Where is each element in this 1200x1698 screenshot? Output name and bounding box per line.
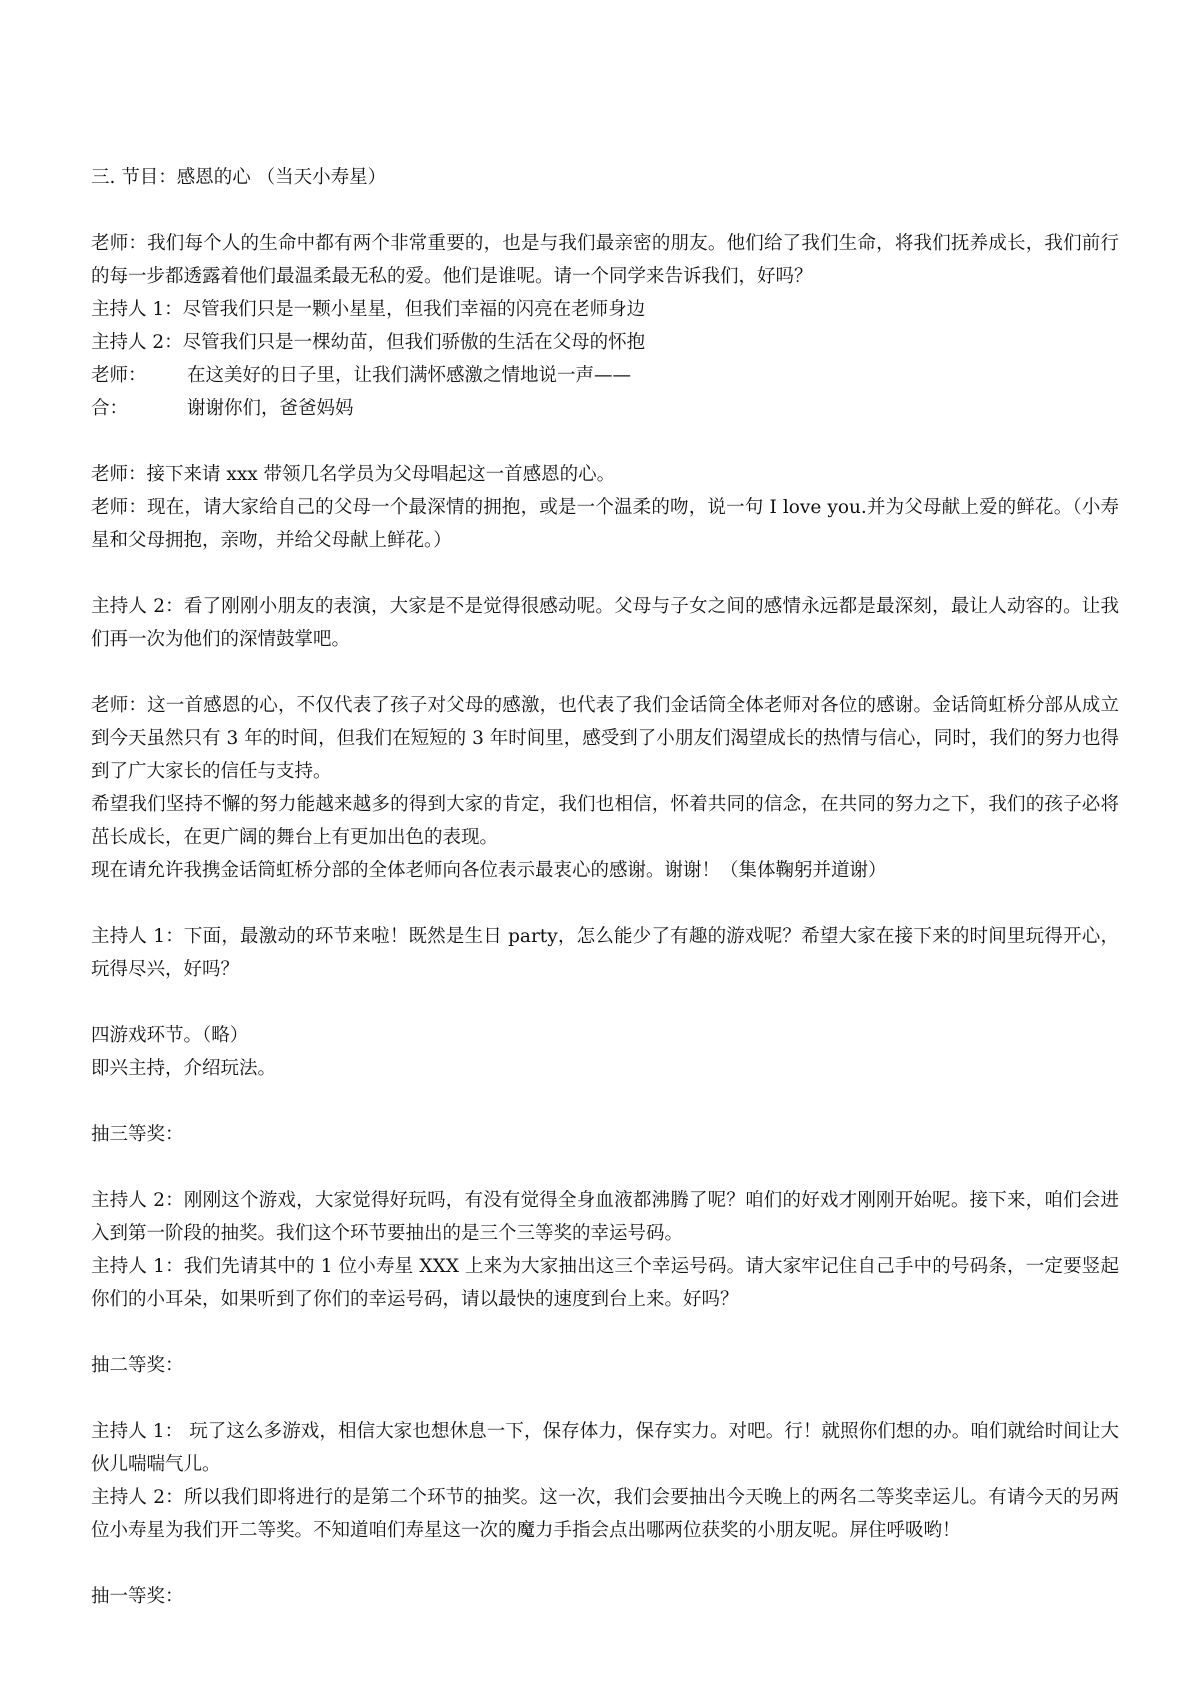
paragraph: 老师：现在，请大家给自己的父母一个最深情的拥抱，或是一个温柔的吻，说一句 I love you.并为父母献上爱的鲜花。（小寿星和父母拥抱，亲吻，并给父母献上鲜花。） bbox=[91, 497, 1119, 551]
paragraph: 老师：这一首感恩的心，不仅代表了孩子对父母的感激，也代表了我们金话筒全体老师对各位的感谢。金话筒虹桥分部从成立到今天虽然只有 3 年的时间，但我们在短短的 3 年时间里，感受到了小朋友们渴望成长的热情与信心，同时，我们的努力也得到了广大家长的信任与支持。 bbox=[91, 695, 1119, 782]
speaker-label: 合： bbox=[91, 398, 129, 419]
paragraph: 主持人 2：看了刚刚小朋友的表演，大家是不是觉得很感动呢。父母与子女之间的感情永远都是最深刻，最让人动容的。让我们再一次为他们的深情鼓掌吧。 bbox=[91, 596, 1119, 650]
section-title: 四游戏环节。（略） bbox=[91, 1025, 249, 1046]
paragraph: 主持人 2：刚刚这个游戏，大家觉得好玩吗，有没有觉得全身血液都沸腾了呢？咱们的好戏才刚刚开始呢。接下来，咱们会进入到第一阶段的抽奖。我们这个环节要抽出的是三个三等奖的幸运号码。 bbox=[91, 1190, 1119, 1244]
paragraph: 主持人 1：尽管我们只是一颗小星星，但我们幸福的闪亮在老师身边 bbox=[91, 299, 646, 320]
paragraph: 主持人 1： 玩了这么多游戏，相信大家也想休息一下，保存体力，保存实力。对吧。行！就照你们想的办。咱们就给时间让大伙儿喘喘气儿。 bbox=[91, 1421, 1119, 1475]
paragraph: 老师：接下来请 xxx 带领几名学员为父母唱起这一首感恩的心。 bbox=[91, 464, 616, 485]
paragraph: 希望我们坚持不懈的努力能越来越多的得到大家的肯定，我们也相信，怀着共同的信念，在共同的努力之下，我们的孩子必将茁长成长，在更广阔的舞台上有更加出色的表现。 bbox=[91, 794, 1119, 848]
dialogue-text: 在这美好的日子里，让我们满怀感激之情地说一声—— bbox=[187, 365, 632, 386]
paragraph: 主持人 2：尽管我们只是一棵幼苗，但我们骄傲的生活在父母的怀抱 bbox=[91, 332, 646, 353]
paragraph: 主持人 1：下面，最激动的环节来啦！既然是生日 party，怎么能少了有趣的游戏呢？希望大家在接下来的时间里玩得开心，玩得尽兴，好吗？ bbox=[91, 926, 1119, 980]
subsection-title: 抽一等奖： bbox=[91, 1586, 184, 1607]
paragraph: 主持人 1：我们先请其中的 1 位小寿星 XXX 上来为大家抽出这三个幸运号码。请大家牢记住自己手中的号码条，一定要竖起你们的小耳朵，如果听到了你们的幸运号码，请以最快的速度到台上来。好吗？ bbox=[91, 1256, 1119, 1310]
subsection-title: 抽二等奖： bbox=[91, 1355, 184, 1376]
paragraph: 老师：我们每个人的生命中都有两个非常重要的，也是与我们最亲密的朋友。他们给了我们生命，将我们抚养成长，我们前行的每一步都透露着他们最温柔最无私的爱。他们是谁呢。请一个同学来告诉我们，好吗？ bbox=[91, 233, 1119, 287]
section-title: 三. 节目：感恩的心 （当天小寿星） bbox=[91, 167, 387, 188]
dialogue-row bbox=[91, 359, 1119, 392]
document-body bbox=[91, 161, 1119, 1613]
paragraph: 主持人 2：所以我们即将进行的是第二个环节的抽奖。这一次，我们会要抽出今天晚上的两名二等奖幸运儿。有请今天的另两位小寿星为我们开二等奖。不知道咱们寿星这一次的魔力手指会点出哪两位获奖的小朋友呢。屏住呼吸哟！ bbox=[91, 1487, 1119, 1541]
dialogue-text: 谢谢你们，爸爸妈妈 bbox=[187, 398, 354, 419]
dialogue-row bbox=[91, 392, 1119, 425]
speaker-label: 老师： bbox=[91, 365, 147, 386]
paragraph: 即兴主持，介绍玩法。 bbox=[91, 1058, 277, 1079]
subsection-title: 抽三等奖： bbox=[91, 1124, 184, 1145]
paragraph: 现在请允许我携金话筒虹桥分部的全体老师向各位表示最衷心的感谢。谢谢！（集体鞠躬并道谢） bbox=[91, 860, 887, 881]
